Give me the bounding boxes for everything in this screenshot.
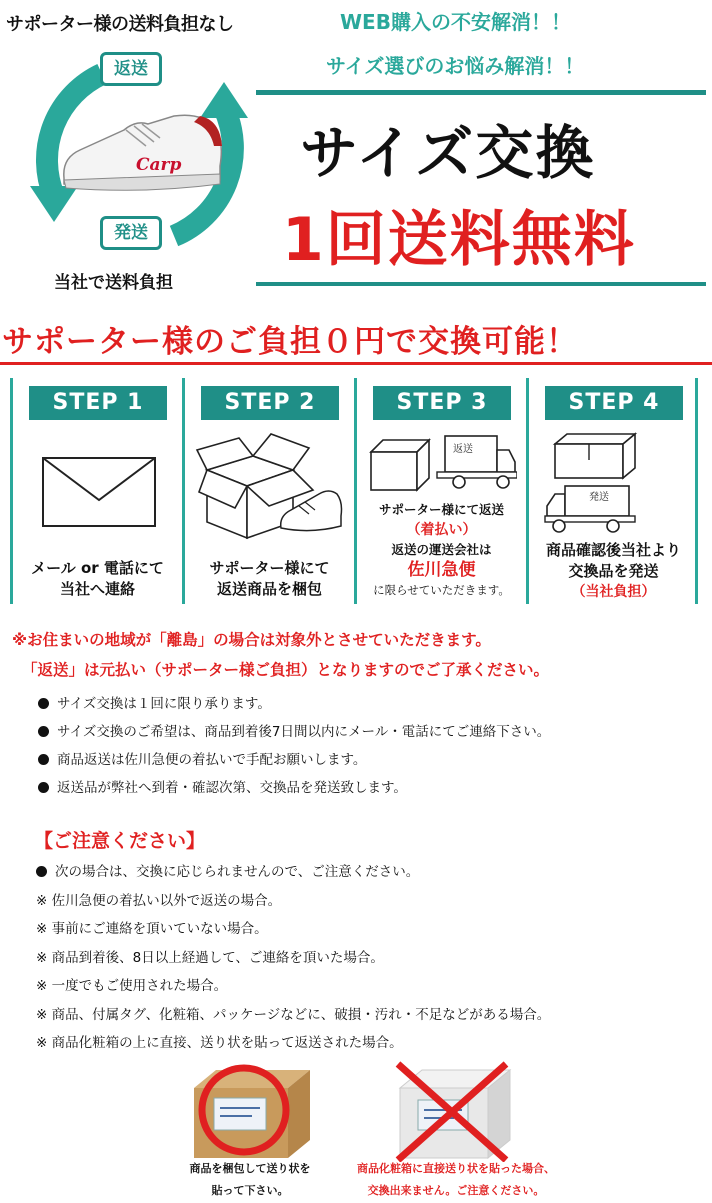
title-rule-bottom xyxy=(256,282,706,286)
ok-caption-line1: 商品を梱包して送り状を xyxy=(189,1162,311,1175)
shoe-brand-text: Carp xyxy=(136,155,182,175)
rule-text: 商品返送は佐川急便の着払いで手配お願いします。 xyxy=(57,752,367,768)
step-3-line5: に限らせていただきます。 xyxy=(373,583,510,597)
box-and-send-truck-icon xyxy=(539,430,689,534)
exchange-cycle-graphic xyxy=(24,46,254,266)
rule-text: サイズ交換のご希望は、商品到着後7日間以内にメール・電話にてご連絡下さい。 xyxy=(57,724,551,740)
envelope-icon xyxy=(23,430,173,540)
banner-underline xyxy=(0,362,712,365)
bullet-icon xyxy=(36,866,47,877)
truck-sign-return: 返送 xyxy=(453,444,473,455)
open-box-and-shoe-icon xyxy=(195,430,345,540)
step-2-badge: STEP 2 xyxy=(201,386,339,420)
step-4-line1: 商品確認後当社より xyxy=(545,541,681,559)
truck-sign-send: 発送 xyxy=(589,492,609,503)
send-tag: 発送 xyxy=(100,216,162,250)
step-2 xyxy=(182,378,354,604)
company-burden-text: 当社で送料負担 xyxy=(54,273,173,293)
step-1-line1: メール or 電話にて xyxy=(31,559,164,577)
step-4-line3: （当社負担） xyxy=(571,584,656,600)
size-exchange-title: サイズ交換 xyxy=(300,119,596,187)
step-3-carrier: 佐川急便 xyxy=(407,560,476,580)
exchange-rules-list xyxy=(38,690,550,802)
caution-list xyxy=(36,858,550,1058)
return-prepaid-note: 「返送」は元払い（サポーター様ご負担）となりますのでご了承ください。 xyxy=(22,661,550,679)
step-3-line3: 返送の運送会社は xyxy=(391,542,492,557)
title-rule-top xyxy=(256,90,706,95)
bullet-icon xyxy=(38,754,49,765)
zero-yen-banner: サポーター様のご負担０円で交換可能！ xyxy=(2,324,578,360)
list-item: ※ 一度でもご使用された場合。 xyxy=(36,978,228,994)
incorrect-packing-caption xyxy=(344,1158,568,1202)
web-relief-text: WEB購入の不安解消！！ xyxy=(340,10,571,34)
step-3-line2: （着払い） xyxy=(406,522,477,538)
list-item xyxy=(38,746,550,774)
rule-text: 返送品が弊社へ到着・確認次第、交換品を発送致します。 xyxy=(57,780,407,796)
supporter-free-text: サポーター様の送料負担なし xyxy=(6,14,234,35)
step-3-text xyxy=(357,500,526,600)
incorrect-packing-image xyxy=(392,1058,516,1162)
list-item xyxy=(38,774,550,802)
box-and-return-truck-icon xyxy=(367,430,517,494)
step-1-badge: STEP 1 xyxy=(29,386,167,420)
list-item xyxy=(38,690,550,718)
step-1-text xyxy=(13,558,182,600)
bullet-icon xyxy=(38,698,49,709)
step-4-line2: 交換品を発送 xyxy=(568,562,659,580)
free-shipping-title: 1回送料無料 xyxy=(282,205,636,275)
correct-packing-caption xyxy=(150,1158,350,1202)
step-2-line1: サポーター様にて xyxy=(209,559,330,577)
list-item: ※ 佐川急便の着払い以外で返送の場合。 xyxy=(36,892,282,909)
remote-island-note: ※お住まいの地域が「離島」の場合は対象外とさせていただきます。 xyxy=(12,631,491,649)
rule-text: サイズ交換は１回に限り承ります。 xyxy=(57,696,271,712)
list-item: ※ 事前にご連絡を頂いていない場合。 xyxy=(36,921,268,937)
exchange-steps xyxy=(10,378,702,608)
list-item: ※ 商品到着後、8日以上経過して、ご連絡を頂いた場合。 xyxy=(36,949,384,966)
correct-packing-image xyxy=(186,1058,316,1162)
return-tag: 返送 xyxy=(100,52,162,86)
ng-caption-line1: 商品化粧箱に直接送り状を貼った場合、 xyxy=(357,1162,555,1175)
list-item xyxy=(38,718,550,746)
list-item: ※ 商品、付属タグ、化粧箱、パッケージなどに、破損・汚れ・不足などがある場合。 xyxy=(36,1006,551,1023)
bullet-icon xyxy=(38,782,49,793)
step-3-badge: STEP 3 xyxy=(373,386,511,420)
step-4-text xyxy=(529,540,698,603)
step-3 xyxy=(354,378,526,604)
list-item: ※ 商品化粧箱の上に直接、送り状を貼って返送された場合。 xyxy=(36,1035,403,1051)
bullet-icon xyxy=(38,726,49,737)
step-1 xyxy=(10,378,182,604)
sneaker-icon xyxy=(64,115,222,190)
step-4 xyxy=(526,378,698,604)
ng-caption-line2: 交換出来ません。ご注意ください。 xyxy=(367,1184,545,1197)
step-2-line2: 返送商品を梱包 xyxy=(216,580,322,598)
ok-caption-line2: 貼って下さい。 xyxy=(211,1184,289,1197)
step-1-line2: 当社へ連絡 xyxy=(59,580,135,598)
step-2-text xyxy=(185,558,354,600)
caution-heading: 【ご注意ください】 xyxy=(34,830,206,852)
header-section xyxy=(0,0,712,300)
caution-lead xyxy=(36,858,550,887)
step-4-badge: STEP 4 xyxy=(545,386,683,420)
size-relief-text: サイズ選びのお悩み解消！！ xyxy=(326,54,585,78)
caution-lead-text: 次の場合は、交換に応じられませんので、ご注意ください。 xyxy=(55,864,420,880)
step-3-line1: サポーター様にて返送 xyxy=(378,502,504,517)
